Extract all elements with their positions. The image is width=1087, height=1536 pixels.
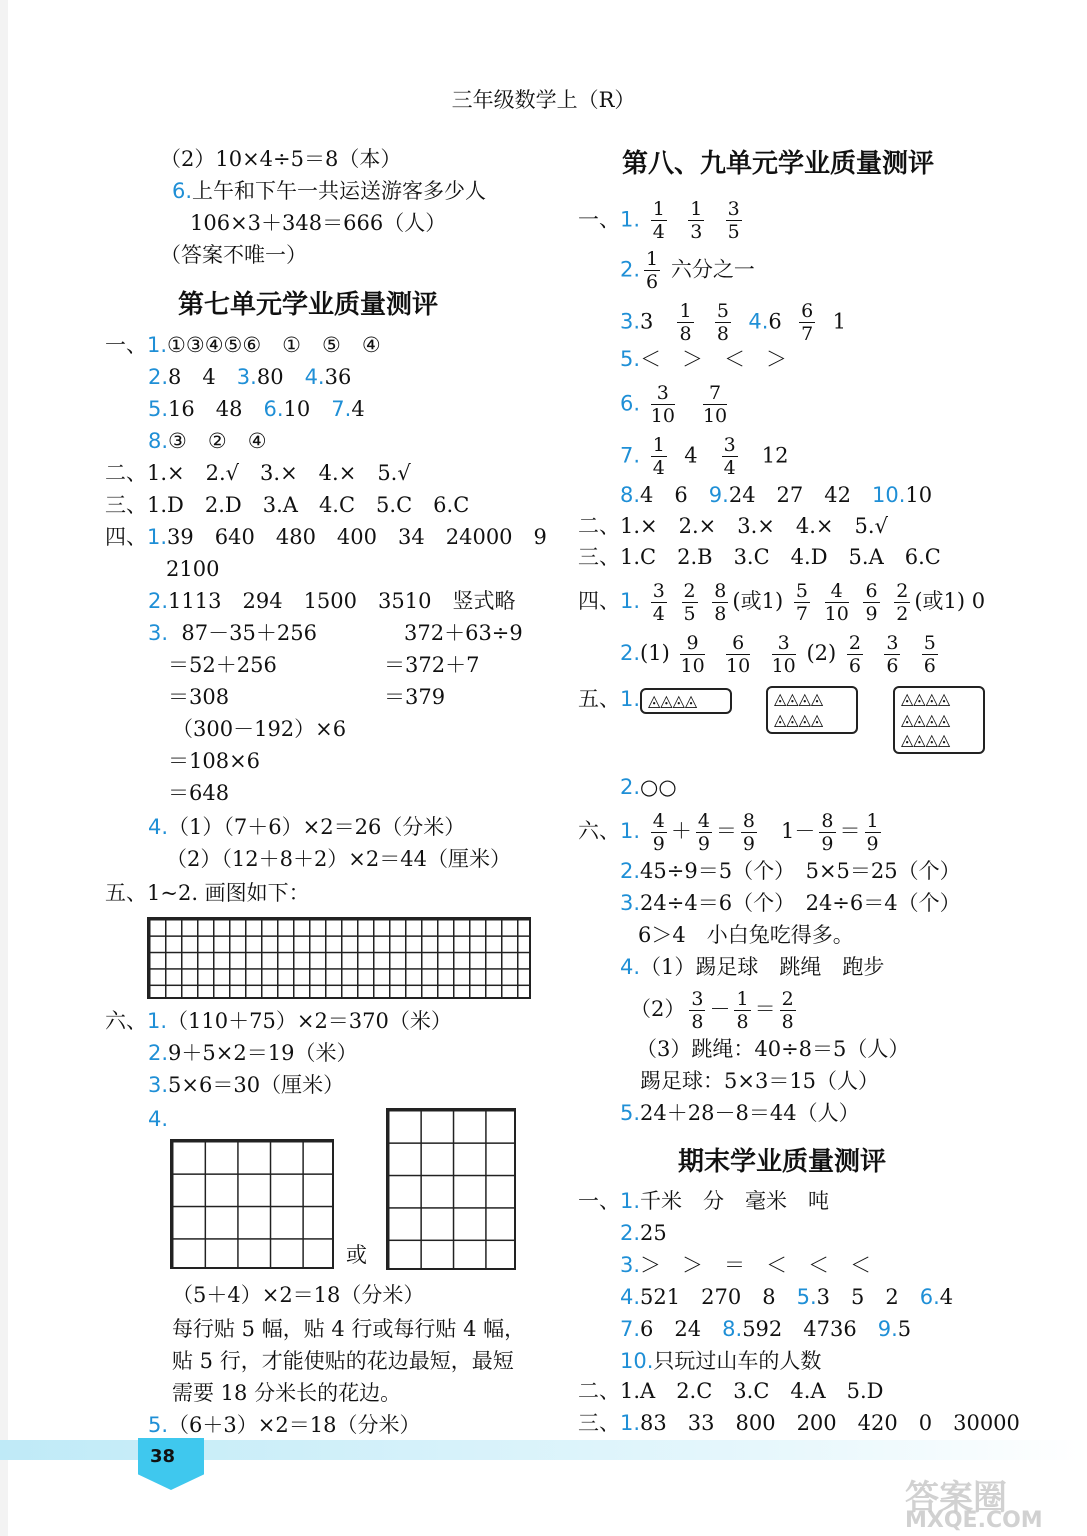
answer-line: 四、1. $\frac{3}{4}$ $\frac{2}{5}$ $\frac{8}{8}$ (或1) $\frac{5}{7}$ $\frac{4}{10}$ $\frac{6}{9}$ $\frac{2}{2}$ (或1) 0 (578, 579, 986, 625)
answer-line: 106×3＋348＝666（人） (190, 211, 447, 235)
answer-line: 3. 87－35＋256 (148, 621, 317, 645)
answer-line: 一、1.①③④⑤⑥ ① ⑤ ④ (105, 333, 381, 357)
answer-line: 2.8 4 3.80 4.36 (148, 365, 352, 389)
section-title: 第八、九单元学业质量测评 (622, 149, 935, 179)
section-title: 第七单元学业质量测评 (178, 290, 439, 320)
answer-line: 2.9＋5×2＝19（米） (148, 1041, 358, 1065)
answer-line: 4.521 270 8 5.3 5 2 6.4 (620, 1285, 954, 1309)
answer-line: 每行贴 5 幅，贴 4 行或每行贴 4 幅， (172, 1317, 526, 1341)
answer-line: 7.6 24 8.592 4736 9.5 (620, 1317, 912, 1341)
answer-line: ＝52＋256 (168, 653, 277, 677)
answer-line: 一、1. $\frac{1}{4}$ $\frac{1}{3}$ $\frac{3}{5}$ (578, 198, 740, 243)
answer-line: 2.25 (620, 1221, 667, 1245)
page-edge (0, 0, 8, 1536)
answer-line: （2）10×4÷5＝8（本） (160, 147, 402, 171)
answer-line: 7. $\frac{1}{4}$ 4 $\frac{3}{4}$ 12 (620, 434, 789, 479)
answer-line: 三、1.D 2.D 3.A 4.C 5.C 6.C (105, 493, 470, 517)
answer-line: 二、1.× 2.× 3.× 4.× 5.√ (578, 514, 888, 538)
page-number: 38 (150, 1446, 176, 1467)
answer-line: 6.上午和下午一共运送游客多少人 (172, 179, 487, 203)
answer-line: 2.1113 294 1500 3510 竖式略 (148, 589, 516, 613)
grid-figure-5x4 (170, 1139, 334, 1269)
answer-line: （2） $\frac{3}{8}$ － $\frac{1}{8}$ ＝ $\frac{2}{8}$ (630, 987, 794, 1033)
answer-line: （300－192）×6 (172, 717, 347, 741)
answer-line: 5.24＋28－8＝44（人） (620, 1101, 860, 1125)
answer-line: 3.3 $\frac{1}{8}$ $\frac{5}{8}$ 4.6 $\frac{6}{7}$ 1 (620, 300, 846, 345)
answer-line: ＝648 (168, 781, 230, 805)
answer-line: 3.5×6＝30（厘米） (148, 1073, 345, 1097)
answer-line: ＝379 (384, 685, 446, 709)
answer-line: 一、1.千米 分 毫米 吨 (578, 1189, 830, 1213)
triangle-group-1: ◬◬◬◬ (640, 688, 732, 714)
answer-line: 3.24÷4＝6（个） 24÷6＝4（个） (620, 891, 961, 915)
answer-line: 4.（1）踢足球 跳绳 跑步 (620, 955, 885, 979)
answer-line: 需要 18 分米长的花边。 (172, 1381, 402, 1405)
answer-line: 2.○○ (620, 775, 677, 799)
answer-line: 6＞4 小白兔吃得多。 (638, 923, 854, 947)
answer-line: 五、1~2. 画图如下： (105, 881, 310, 905)
answer-line: 372＋63÷9 (404, 621, 523, 645)
answer-line: 2.(1) $\frac{9}{10}$ $\frac{6}{10}$ $\frac{3}{10}$ (2) $\frac{2}{6}$ $\frac{3}{6}$ $\frac{5}{6}$ (620, 631, 936, 677)
answer-line: 2. $\frac{1}{6}$ 六分之一 (620, 248, 755, 293)
answer-line: 4.（1）（7＋6）×2＝26（分米） (148, 815, 466, 839)
answer-line: 三、1.C 2.B 3.C 4.D 5.A 6.C (578, 545, 941, 569)
watermark-logo: 答案圈 (905, 1478, 1007, 1518)
answer-line: ＝308 (168, 685, 230, 709)
answer-line: 10.只玩过山车的人数 (620, 1349, 822, 1373)
answer-line: 8.③ ② ④ (148, 429, 267, 453)
answer-line: 六、1. $\frac{4}{9}$ ＋ $\frac{4}{9}$ ＝ $\frac{8}{9}$ 1－ $\frac{8}{9}$ ＝ $\frac{1}{9}$ (578, 809, 879, 855)
or-label: 或 (346, 1243, 367, 1267)
answer-line: 二、1.× 2.√ 3.× 4.× 5.√ (105, 461, 411, 485)
answer-line: 6. $\frac{3}{10}$ $\frac{7}{10}$ (620, 382, 728, 427)
answer-line: （答案不唯一） (160, 243, 307, 267)
answer-line: 踢足球：5×3＝15（人） (640, 1069, 880, 1093)
answer-line: 8.4 6 9.24 27 42 10.10 (620, 483, 933, 507)
answer-line: ＝108×6 (168, 749, 261, 773)
triangle-group-2: ◬◬◬◬ ◬◬◬◬ (766, 686, 858, 734)
answer-line: 五、1. (578, 687, 641, 711)
answer-line: 5.（6＋3）×2＝18（分米） (148, 1413, 421, 1437)
answer-line: 二、1.A 2.C 3.C 4.A 5.D (578, 1379, 884, 1403)
answer-line: （3）跳绳：40÷8＝5（人） (636, 1037, 910, 1061)
answer-line: 三、1.83 33 800 200 420 0 30000 (578, 1411, 1020, 1435)
running-header: 三年级数学上（R） (451, 88, 636, 112)
answer-line: ＝372＋7 (384, 653, 480, 677)
answer-line: 2.45÷9＝5（个） 5×5＝25（个） (620, 859, 961, 883)
triangle-group-3: ◬◬◬◬ ◬◬◬◬ ◬◬◬◬ (893, 686, 985, 754)
grid-figure-4x5 (386, 1108, 516, 1270)
grid-figure-large (147, 917, 531, 999)
answer-line: 六、1.（110＋75）×2＝370（米） (105, 1009, 452, 1033)
section-title: 期末学业质量测评 (678, 1147, 887, 1177)
answer-line: 5.＜ ＞ ＜ ＞ (620, 347, 788, 371)
answer-line: 2100 (166, 557, 220, 581)
answer-line: （2）（12＋8＋2）×2＝44（厘米） (166, 847, 511, 871)
answer-line: 四、1.39 640 480 400 34 24000 9 (105, 525, 547, 549)
answer-line: （5＋4）×2＝18（分米） (172, 1283, 425, 1307)
answer-line: 4. (148, 1107, 169, 1131)
answer-line: 5.16 48 6.10 7.4 (148, 397, 365, 421)
answer-line: 3.＞ ＞ ＝ ＜ ＜ ＜ (620, 1253, 872, 1277)
watermark-url: MXQE.COM (905, 1508, 1043, 1533)
answer-line: 贴 5 行，才能使贴的花边最短，最短 (172, 1349, 514, 1373)
